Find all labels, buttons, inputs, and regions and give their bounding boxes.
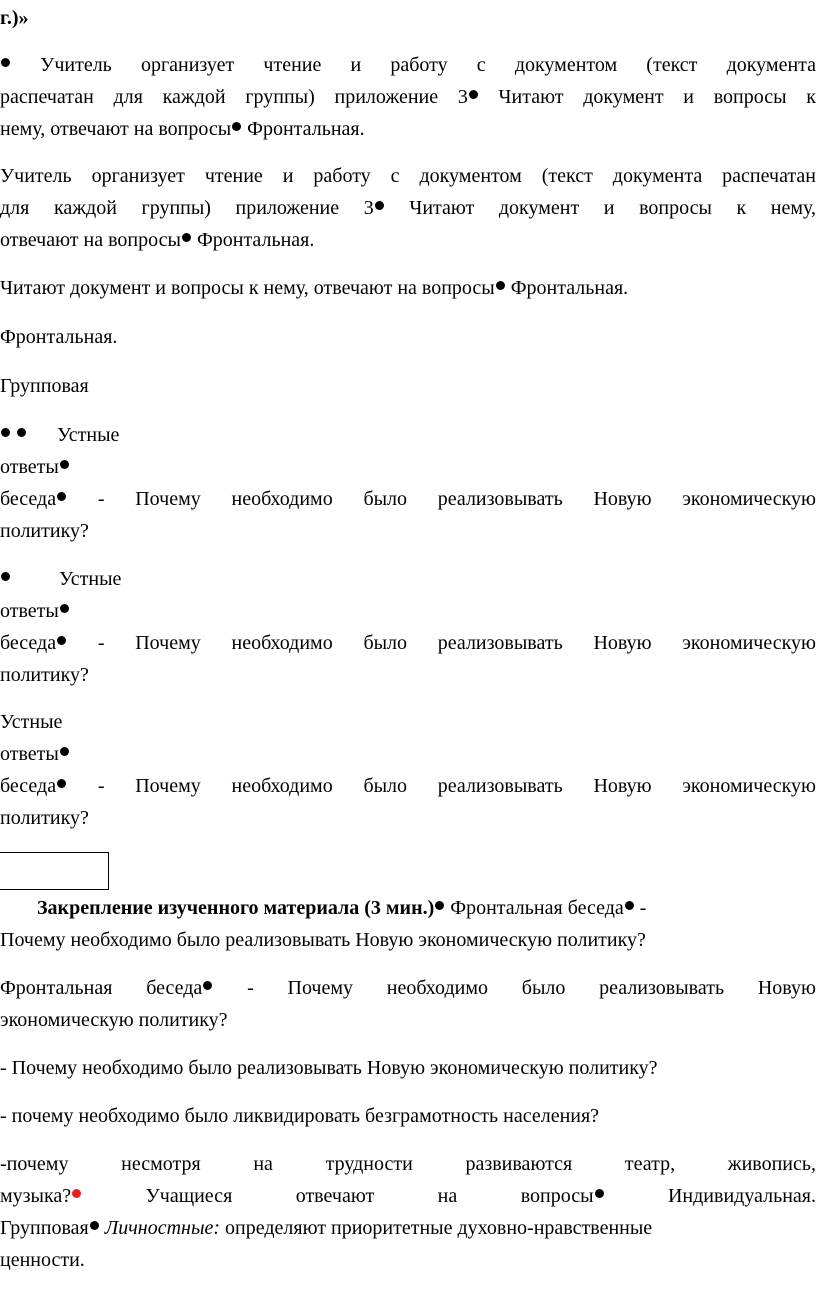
bullet-icon	[1, 58, 10, 67]
paragraph-2-line-2: для каждой группы) приложение 3 Читают документ и вопросы к нему,	[0, 197, 816, 219]
paragraph-9-line-3: Групповая Личностные: определяют приоритетные духовно-нравственные	[0, 1217, 653, 1239]
block-3-line-3: беседа - Почему необходимо было реализовывать Новую экономическую	[0, 775, 816, 797]
block-1-line-2: ответы	[0, 455, 816, 479]
paragraph-4: Фронтальная.	[0, 326, 118, 348]
empty-table-cell	[0, 852, 109, 890]
paragraph-2-line-3: отвечают на вопросы Фронтальная.	[0, 229, 315, 251]
paragraph-6-line-1: Фронтальная беседа - Почему необходимо было реализовывать Новую	[0, 977, 816, 999]
bullet-icon	[57, 492, 66, 501]
bullet-icon	[57, 636, 66, 645]
paragraph-5: Групповая	[0, 375, 89, 397]
personal-results-label: Личностные:	[104, 1217, 221, 1239]
bullet-icon	[60, 747, 69, 756]
paragraph-3: Читают документ и вопросы к нему, отвечают на вопросы Фронтальная.	[0, 277, 629, 299]
paragraph-1-line-2: распечатан для каждой группы) приложение 3 Читают документ и вопросы к	[0, 86, 816, 108]
consolidation-line-1: Закрепление изученного материала (3 мин.) Фронтальная беседа -	[37, 897, 647, 919]
block-2-line-4: политику?	[0, 664, 89, 686]
red-bullet-icon	[72, 1189, 81, 1198]
paragraph-1-line-3: нему, отвечают на вопросы Фронтальная.	[0, 118, 365, 140]
consolidation-line-2: Почему необходимо было реализовывать Новую экономическую политику?	[0, 929, 646, 951]
block-1-line-3: беседа - Почему необходимо было реализовывать Новую экономическую	[0, 488, 816, 510]
paragraph-2-line-1: Учитель организует чтение и работу с документом (текст документа распечатан	[0, 165, 816, 187]
block-2-line-1: Устные	[0, 567, 816, 591]
paragraph-9-line-4: ценности.	[0, 1249, 85, 1271]
bullet-icon	[17, 428, 26, 437]
bullet-icon	[232, 122, 241, 131]
bullet-icon	[90, 1221, 99, 1230]
bullet-icon	[625, 901, 634, 910]
paragraph-7: - Почему необходимо было реализовывать Новую экономическую политику?	[0, 1057, 658, 1079]
block-2-line-2: ответы	[0, 599, 816, 623]
bullet-icon	[469, 90, 478, 99]
paragraph-9-line-2: музыка? Учащиеся отвечают на вопросы Индивидуальная.	[0, 1185, 816, 1207]
bullet-icon	[60, 604, 69, 613]
block-2-line-3: беседа - Почему необходимо было реализовывать Новую экономическую	[0, 632, 816, 654]
block-1-line-4: политику?	[0, 520, 89, 542]
paragraph-9-line-1: -почему несмотря на трудности развиваются театр, живопись,	[0, 1153, 816, 1175]
bullet-icon	[60, 460, 69, 469]
bullet-icon	[375, 201, 384, 210]
header-fragment: г.)»	[0, 7, 29, 29]
bullet-icon	[57, 779, 66, 788]
block-1-line-1: Устные	[0, 423, 816, 447]
block-3-line-2: ответы	[0, 742, 816, 766]
bullet-icon	[182, 233, 191, 242]
bullet-icon	[1, 572, 10, 581]
paragraph-1-line-1: Учитель организует чтение и работу с документом (текст документа	[0, 53, 816, 77]
bullet-icon	[203, 981, 212, 990]
bullet-icon	[595, 1189, 604, 1198]
consolidation-heading: Закрепление изученного материала (3 мин.)	[37, 897, 435, 919]
bullet-icon	[1, 428, 10, 437]
paragraph-6-line-2: экономическую политику?	[0, 1009, 228, 1031]
paragraph-8: - почему необходимо было ликвидировать безграмотность населения?	[0, 1105, 600, 1127]
block-3-line-4: политику?	[0, 807, 89, 829]
bullet-icon	[496, 281, 505, 290]
block-3-line-1: Устные	[0, 711, 63, 733]
bullet-icon	[435, 901, 444, 910]
